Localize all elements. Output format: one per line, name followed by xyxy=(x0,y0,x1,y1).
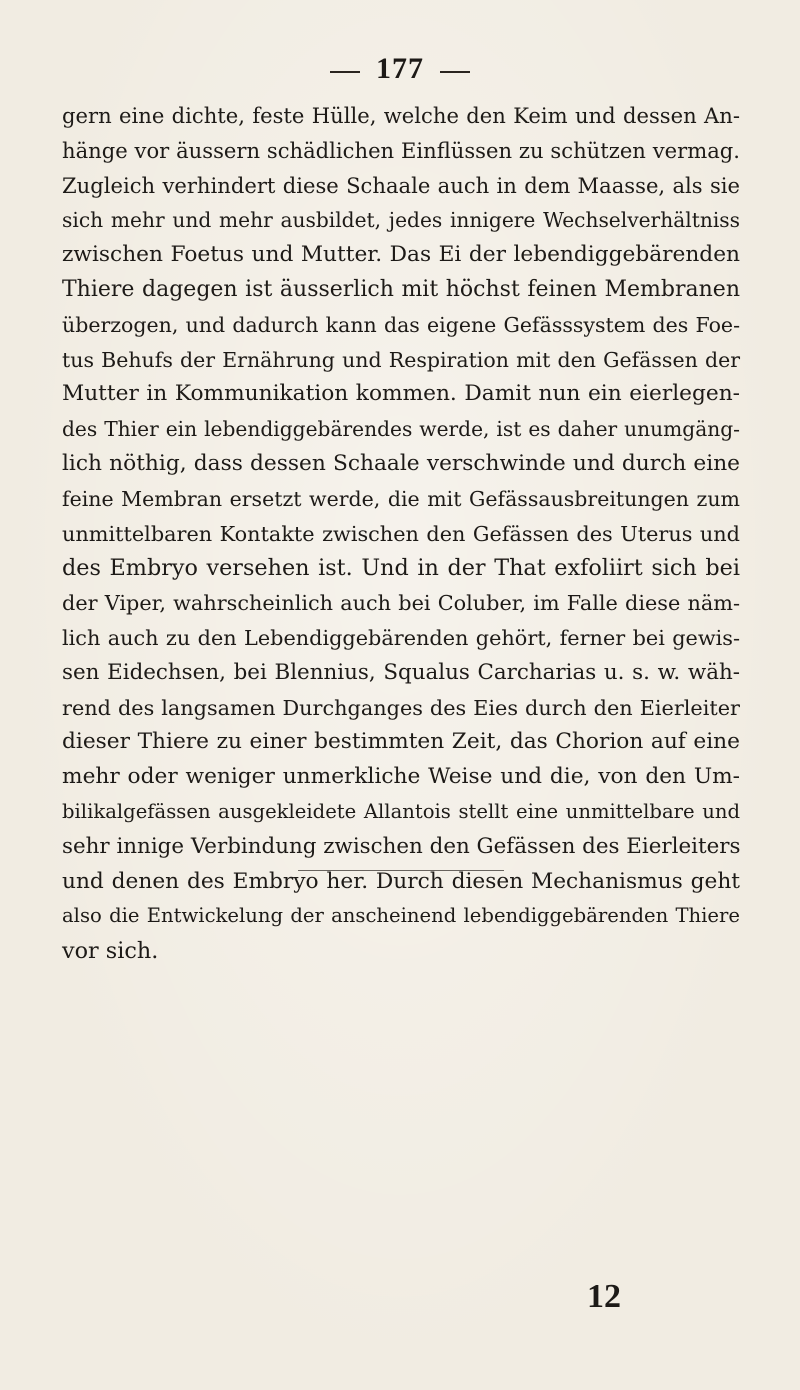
text-line: überzogen, und dadurch kann das eigene Gefässsystem des Foe- xyxy=(62,312,740,337)
text-line: der Viper, wahrscheinlich auch bei Coluber, im Falle diese näm- xyxy=(62,591,740,616)
text-line: und denen des Embryo her. Durch diesen Mechanismus geht xyxy=(62,868,740,894)
text-line: Thiere dagegen ist äusserlich mit höchst feinen Membranen xyxy=(62,276,740,302)
text-line: tus Behufs der Ernährung und Respiration mit den Gefässen der xyxy=(62,347,740,372)
text-line: sehr innige Verbindung zwischen den Gefässen des Eierleiters xyxy=(62,833,741,859)
text-line: zwischen Foetus und Mutter. Das Ei der lebendiggebärenden xyxy=(62,242,740,268)
text-line-final: vor sich. xyxy=(62,938,159,965)
text-line: feine Membran ersetzt werde, die mit Gefässausbreitungen zum xyxy=(62,486,740,511)
section-end-rule xyxy=(298,870,504,871)
text-line: sen Eidechsen, bei Blennius, Squalus Carcharias u. s. w. wäh- xyxy=(62,659,740,685)
text-line: unmittelbaren Kontakte zwischen den Gefässen des Uterus und xyxy=(62,521,740,546)
text-line: des Thier ein lebendiggebärendes werde, ist es daher unumgäng- xyxy=(62,417,740,442)
header-left-dash xyxy=(330,71,360,73)
text-line: bilikalgefässen ausgekleidete Allantois stellt eine unmittelbare und xyxy=(62,799,740,823)
text-line: Mutter in Kommunikation kommen. Damit nun ein eierlegen- xyxy=(62,381,740,407)
page-number: 177 xyxy=(376,52,424,85)
signature-mark: 12 xyxy=(587,1278,621,1315)
page-header xyxy=(0,52,800,86)
text-line: also die Entwickelung der anscheinend lebendiggebärenden Thiere xyxy=(62,904,740,928)
body-text xyxy=(62,99,740,969)
text-line: lich nöthig, dass dessen Schaale verschwinde und durch eine xyxy=(62,450,740,476)
text-line: hänge vor äussern schädlichen Einflüssen zu schützen vermag. xyxy=(62,137,740,163)
text-line: des Embryo versehen ist. Und in der That exfoliirt sich bei xyxy=(62,555,740,582)
text-line: sich mehr und mehr ausbildet, jedes innigere Wechselverhältniss xyxy=(62,208,740,233)
text-line: lich auch zu den Lebendiggebärenden gehört, ferner bei gewis- xyxy=(62,625,740,650)
text-line: dieser Thiere zu einer bestimmten Zeit, das Chorion auf eine xyxy=(62,729,740,755)
text-line: Zugleich verhindert diese Schaale auch in dem Maasse, als sie xyxy=(62,172,740,198)
header-right-dash xyxy=(440,71,470,73)
text-line: gern eine dichte, feste Hülle, welche den Keim und dessen An- xyxy=(62,103,740,128)
text-line: rend des langsamen Durchganges des Eies durch den Eierleiter xyxy=(62,695,740,720)
text-line: mehr oder weniger unmerkliche Weise und die, von den Um- xyxy=(62,764,740,790)
